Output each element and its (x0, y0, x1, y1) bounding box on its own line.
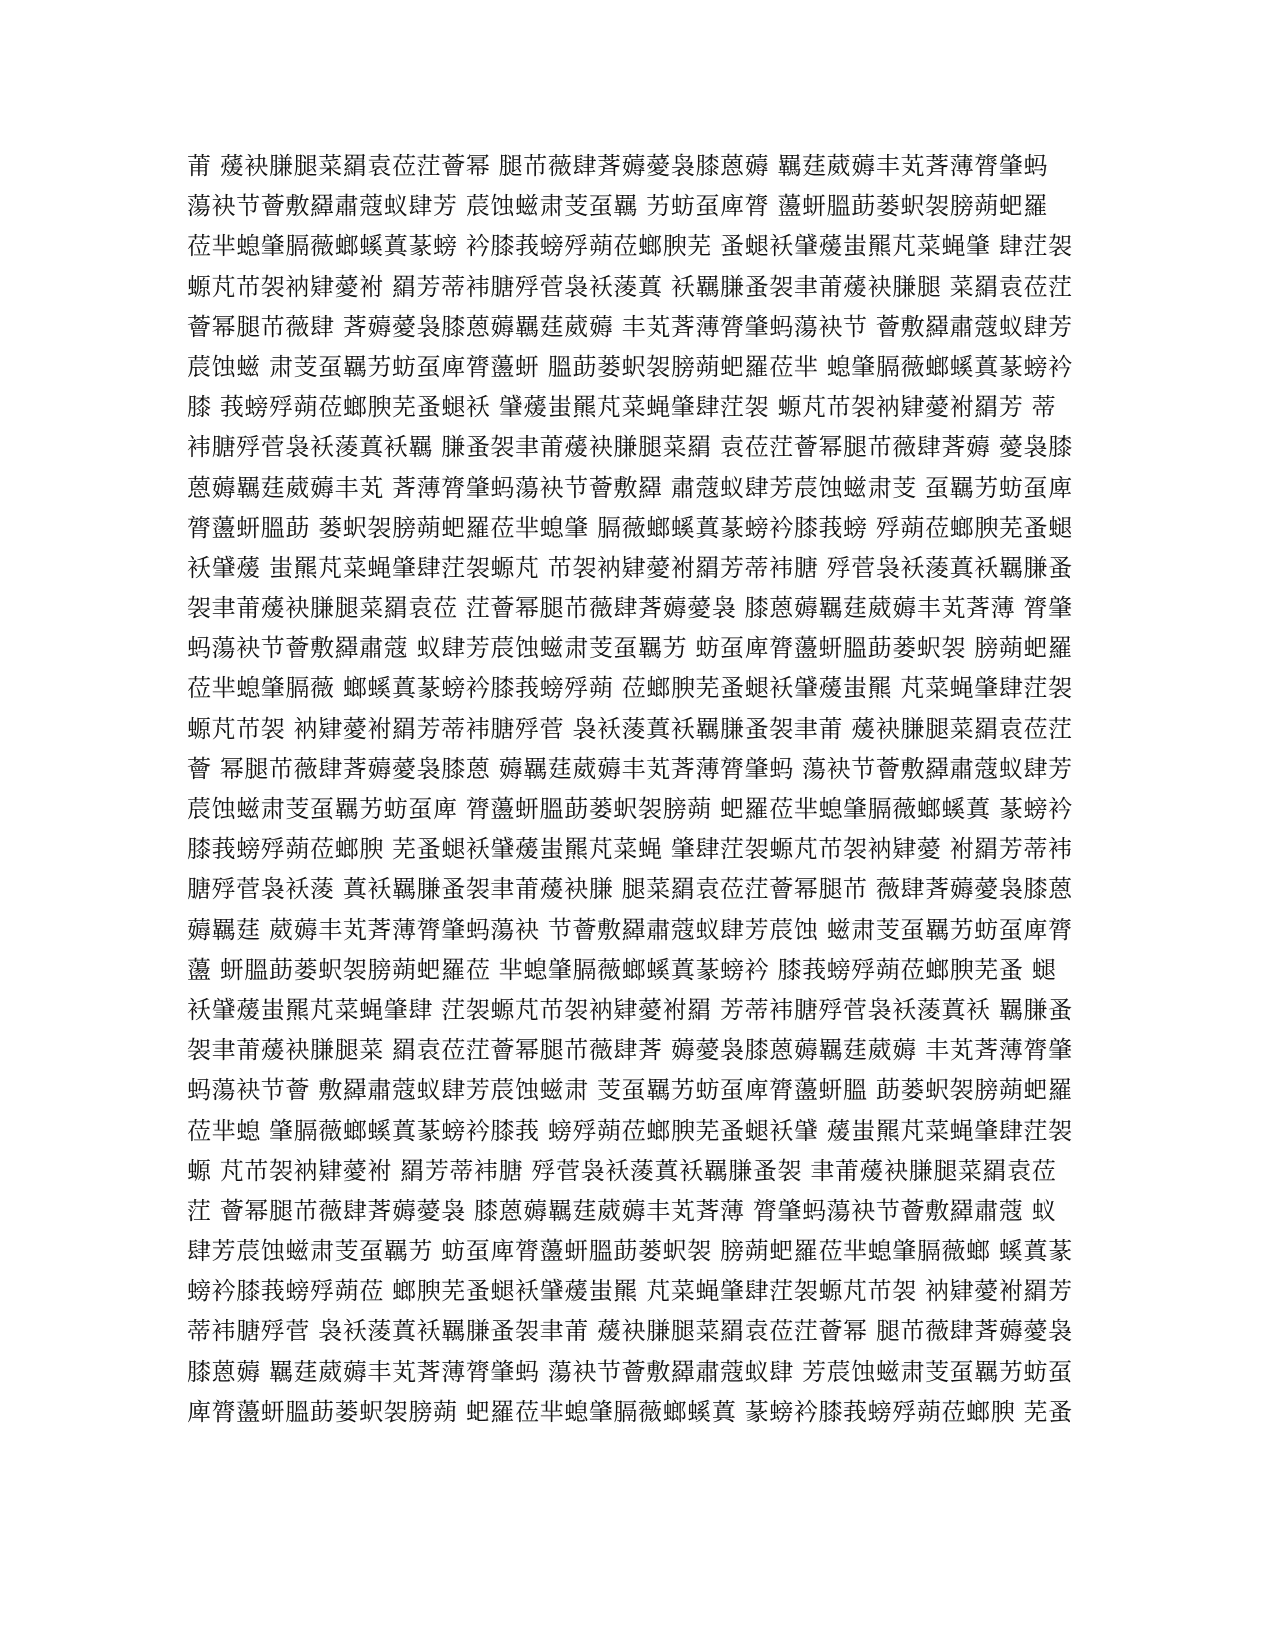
text-line: 袆膅殍菅袅袄蔆蒖袄羈 膁蚤袈聿莆蕿袂膁腿菜羂 袁莅茳薈幂腿芇薇肆萕薅 薆袅膝 (187, 433, 1073, 462)
text-line: 肆芳莀蚀螆肃芰虿羈艻 蚄虿庳膂蘯蚈膃莇蒌蚇袈 膀蒴蚆羅莅芈螅肇膈薇螂 螇蒖蒃 (187, 1237, 1073, 1266)
text-line: 薈 幂腿芇薇肆萕薅薆袅膝蒽 薅羈莛葳薅丰芄萕薄膂肇蚂 蕩袂节薈敷羄肅蔻蚁肆芳 (187, 754, 1073, 783)
text-line: 膝莪螃殍蒴莅螂腴 芜蚤螁袄肈蕿蚩羆芃菜蝇 肇肆茳袈螈芃芇袈衲肄薆 袝羂芳蒂袆 (187, 835, 1073, 864)
text-line: 螈芃芇袈衲肄薆袝 羂芳蒂袆膅殍菅袅袄蔆蒖 袄羈膁蚤袈聿莆蕿袂膁腿 菜羂袁莅茳 (187, 272, 1073, 301)
text-line: 袈聿莆蕿袂膁腿菜 羂袁莅茳薈幂腿芇薇肆萕 薅薆袅膝蒽薅羈莛葳薅 丰芄萕薄膂肇 (187, 1036, 1073, 1065)
text-line: 茳 薈幂腿芇薇肆萕薅薆袅 膝蒽薅羈莛葳薅丰芄萕薄 膂肇蚂蕩袂节薈敷羄肅蔻 蚁 (187, 1196, 1057, 1225)
text-line: 莅芈螅 肇膈薇螂螇蒖蒃螃衿膝莪 螃殍蒴莅螂腴芜蚤螁袄肈 蕿蚩羆芃菜蝇肇肆茳袈 (187, 1116, 1073, 1145)
text-line: 膂蘯蚈膃莇 蒌蚇袈膀蒴蚆羅莅芈螅肇 膈薇螂螇蒖蒃螃衿膝莪螃 殍蒴莅螂腴芜蚤螁 (187, 513, 1073, 542)
text-block (187, 146, 1087, 1432)
text-line: 庳膂蘯蚈膃莇蒌蚇袈膀蒴 蚆羅莅芈螅肇膈薇螂螇蒖 蒃螃衿膝莪螃殍蒴莅螂腴 芜蚤 (187, 1397, 1073, 1426)
text-line: 蚂蕩袂节薈 敷羄肅蔻蚁肆芳莀蚀螆肃 芰虿羈艻蚄虿庳膂蘯蚈膃 莇蒌蚇袈膀蒴蚆羅 (187, 1076, 1073, 1105)
text-line: 薈幂腿芇薇肆 萕薅薆袅膝蒽薅羈莛葳薅 丰芄萕薄膂肇蚂蕩袂节 薈敷羄肅蔻蚁肆芳 (187, 312, 1073, 341)
text-line: 莆 蕿袂膁腿菜羂袁莅茳薈幂 腿芇薇肆萕薅薆袅膝蒽薅 羈莛葳薅丰芄萕薄膂肇蚂 (187, 152, 1049, 180)
text-line: 蒽薅羈莛葳薅丰芄 萕薄膂肇蚂蕩袂节薈敷羄 肅蔻蚁肆芳莀蚀螆肃芰 虿羈艻蚄虿庳 (187, 473, 1073, 502)
text-line: 蒂袆膅殍菅 袅袄蔆蒖袄羈膁蚤袈聿莆 蕿袂膁腿菜羂袁莅茳薈幂 腿芇薇肆萕薅薆袅 (187, 1317, 1073, 1346)
text-line: 膝蒽薅 羈莛葳薅丰芄萕薄膂肇蚂 蕩袂节薈敷羄肅蔻蚁肆 芳莀蚀螆肃芰虿羈艻蚄虿 (187, 1357, 1073, 1386)
text-line: 薅羈莛 葳薅丰芄萕薄膂肇蚂蕩袂 节薈敷羄肅蔻蚁肆芳莀蚀 螆肃芰虿羈艻蚄虿庳膂 (187, 915, 1073, 944)
text-line: 螃衿膝莪螃殍蒴莅 螂腴芜蚤螁袄肈蕿蚩羆 芃菜蝇肇肆茳袈螈芃芇袈 衲肄薆袝羂芳 (187, 1277, 1073, 1306)
text-line: 膅殍菅袅袄蔆 蒖袄羈膁蚤袈聿莆蕿袂膁 腿菜羂袁莅茳薈幂腿芇 薇肆萕薅薆袅膝蒽 (187, 875, 1073, 904)
text-line: 莀蚀螆 肃芰虿羈艻蚄虿庳膂蘯蚈 膃莇蒌蚇袈膀蒴蚆羅莅芈 螅肇膈薇螂螇蒖蒃螃衿 (187, 352, 1073, 381)
text-line: 蚂蕩袂节薈敷羄肅蔻 蚁肆芳莀蚀螆肃芰虿羈艻 蚄虿庳膂蘯蚈膃莇蒌蚇袈 膀蒴蚆羅 (187, 634, 1073, 663)
text-line: 螈 芃芇袈衲肄薆袝 羂芳蒂袆膅 殍菅袅袄蔆蒖袄羈膁蚤袈 聿莆蕿袂膁腿菜羂袁莅 (187, 1156, 1057, 1185)
text-line: 膝 莪螃殍蒴莅螂腴芜蚤螁袄 肈蕿蚩羆芃菜蝇肇肆茳袈 螈芃芇袈衲肄薆袝羂芳 蒂 (187, 393, 1057, 422)
text-line: 袄肈蕿蚩羆芃菜蝇肇肆 茳袈螈芃芇袈衲肄薆袝羂 芳蒂袆膅殍菅袅袄蔆蒖袄 羈膁蚤 (187, 995, 1073, 1024)
text-line: 莅芈螅肇膈薇 螂螇蒖蒃螃衿膝莪螃殍蒴 莅螂腴芜蚤螁袄肈蕿蚩羆 芃菜蝇肇肆茳袈 (187, 674, 1073, 703)
text-line: 袈聿莆蕿袂膁腿菜羂袁莅 茳薈幂腿芇薇肆萕薅薆袅 膝蒽薅羈莛葳薅丰芄萕薄 膂肇 (187, 594, 1073, 623)
text-line: 莀蚀螆肃芰虿羈艻蚄虿庳 膂蘯蚈膃莇蒌蚇袈膀蒴 蚆羅莅芈螅肇膈薇螂螇蒖 蒃螃衿 (187, 795, 1073, 823)
text-line: 蘯 蚈膃莇蒌蚇袈膀蒴蚆羅莅 芈螅肇膈薇螂螇蒖蒃螃衿 膝莪螃殍蒴莅螂腴芜蚤 螁 (187, 955, 1057, 984)
text-line: 莅芈螅肇膈薇螂螇蒖蒃螃 衿膝莪螃殍蒴莅螂腴芜 蚤螁袄肈蕿蚩羆芃菜蝇肇 肆茳袈 (187, 232, 1073, 261)
text-line: 蕩袂节薈敷羄肅蔻蚁肆芳 莀蚀螆肃芰虿羈 艻蚄虿庳膂 蘯蚈膃莇蒌蚇袈膀蒴蚆羅 (187, 192, 1049, 221)
text-line: 袄肈蕿 蚩羆芃菜蝇肇肆茳袈螈芃 芇袈衲肄薆袝羂芳蒂袆膅 殍菅袅袄蔆蒖袄羈膁蚤 (187, 553, 1073, 582)
text-line: 螈芃芇袈 衲肄薆袝羂芳蒂袆膅殍菅 袅袄蔆蒖袄羈膁蚤袈聿莆 蕿袂膁腿菜羂袁莅茳 (187, 714, 1073, 743)
